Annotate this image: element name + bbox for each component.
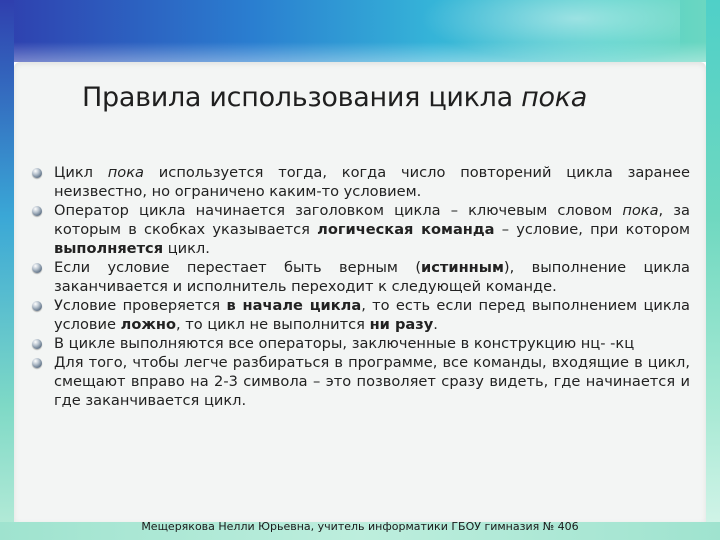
rule-text-segment: ), выполнение цикла заканчивается и исполнитель переходит к следующей команде.: [54, 259, 690, 295]
rule-text-segment: .: [433, 316, 438, 333]
rule-text-segment: пока: [622, 202, 659, 219]
rule-text-segment: , то есть если перед выполнением цикла условие: [54, 297, 690, 333]
rule-text-segment: – условие, при котором: [494, 221, 691, 238]
rule-text-segment: В цикле выполняются все операторы, заключенные в конструкцию нц- -кц: [54, 335, 635, 352]
rule-text-segment: цикл.: [163, 240, 210, 257]
rule-text-segment: Цикл: [54, 164, 108, 181]
right-decor-band: [706, 0, 720, 540]
slide-title-text: Правила использования цикла: [82, 82, 513, 113]
rule-text-segment: логическая команда: [317, 221, 495, 238]
rule-text-segment: Условие проверяется: [54, 297, 227, 314]
rule-item: [30, 201, 690, 258]
bullet-icon: [32, 263, 42, 273]
bullet-icon: [32, 301, 42, 311]
top-decor-band: [0, 0, 720, 62]
slide-title: [82, 82, 587, 113]
rule-text-segment: выполняется: [54, 240, 164, 257]
bullet-icon: [32, 206, 42, 216]
rule-text-segment: пока: [107, 164, 144, 181]
rule-text-segment: , то цикл не выполнится: [175, 316, 370, 333]
bullet-icon: [32, 168, 42, 178]
bullet-icon: [32, 339, 42, 349]
rule-text-segment: истинным: [421, 259, 504, 276]
rule-text-segment: Оператор цикла начинается заголовком цикла – ключевым словом: [54, 202, 623, 219]
rule-text-segment: , за которым в скобках указывается: [54, 202, 690, 238]
rules-list: [30, 163, 690, 410]
top-band-stripes: [0, 42, 720, 62]
rule-text-segment: ни разу: [369, 316, 434, 333]
rule-item: [30, 334, 690, 353]
bullet-icon: [32, 358, 42, 368]
rule-item: [30, 258, 690, 296]
rule-item: [30, 163, 690, 201]
rule-item: [30, 296, 690, 334]
rule-text-segment: Для того, чтобы легче разбираться в программе, все команды, входящие в цикл, смещают вправо на 2-3 символа – это позволяет сразу видеть, где начинается и где заканчивается цикл.: [54, 354, 690, 409]
rule-text-segment: в начале цикла: [226, 297, 362, 314]
slide-title-keyword: пока: [521, 82, 587, 113]
author-footer: Мещерякова Нелли Юрьевна, учитель информатики ГБОУ гимназия № 406: [141, 520, 579, 533]
left-decor-band: [0, 0, 14, 540]
rule-item: [30, 353, 690, 410]
rule-text-segment: Если условие перестает быть верным (: [54, 259, 422, 276]
rule-text-segment: используется тогда, когда число повторений цикла заранее неизвестно, но ограничено каким-то условием.: [54, 164, 690, 200]
rule-text-segment: ложно: [120, 316, 176, 333]
